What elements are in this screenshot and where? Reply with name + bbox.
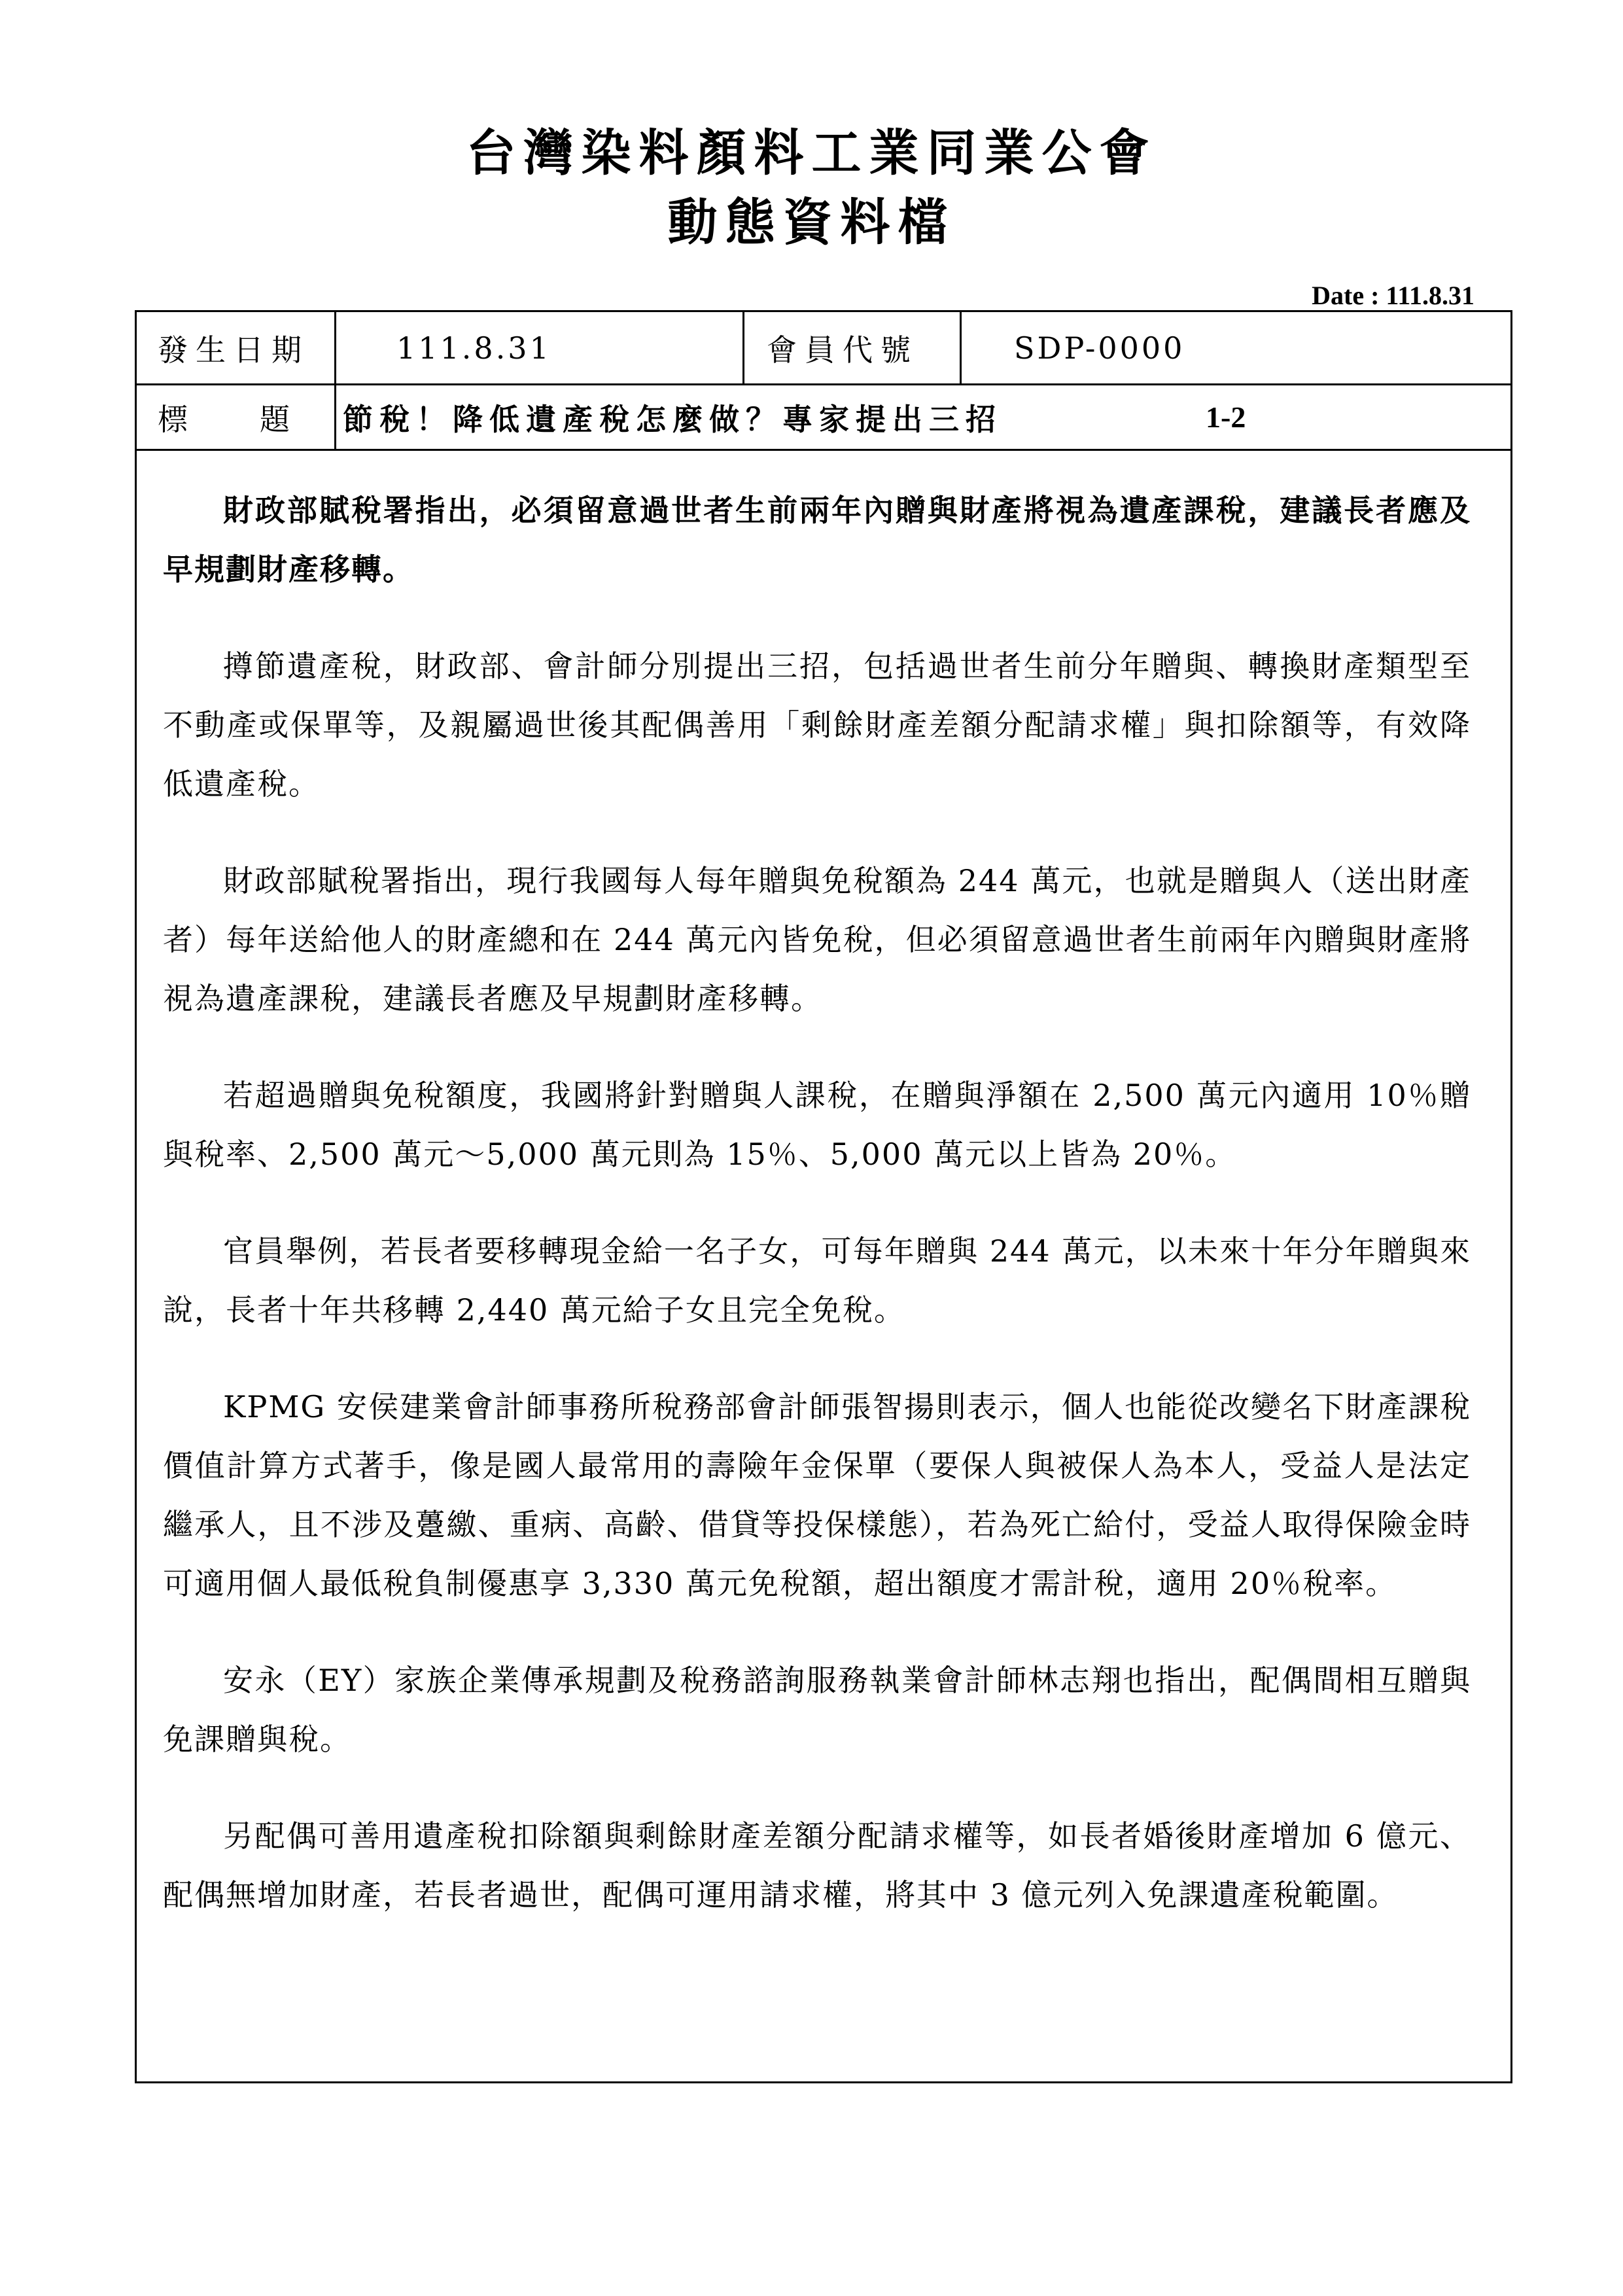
- document-subtitle: 動態資料檔: [667, 193, 956, 251]
- subject-value: 節稅！降低遺產稅怎麼做？專家提出三招: [343, 401, 1002, 437]
- subject-label: [137, 385, 336, 449]
- document-date: Date : 111.8.31: [1312, 281, 1475, 310]
- member-code-value: SDP-0000: [1014, 330, 1185, 366]
- subject-label-char-2: 題: [260, 401, 290, 437]
- article-paragraph: 財政部賦稅署指出，現行我國每人每年贈與免稅額為 244 萬元，也就是贈與人（送出財產者）每年送給他人的財產總和在 244 萬元內皆免稅，但必須留意過世者生前兩年內贈與財產將視為遺產課稅，建議長者應及早規劃財產移轉。: [163, 863, 1471, 1016]
- date-label: 發生日期: [137, 312, 336, 383]
- subject-label-char-1: 標: [158, 401, 188, 437]
- article-paragraph: KPMG 安侯建業會計師事務所稅務部會計師張智揚則表示，個人也能從改變名下財產課稅價值計算方式著手，像是國人最常用的壽險年金保單（要保人與被保人為本人，受益人是法定繼承人，且不涉及躉繳、重病、高齡、借貸等投保樣態），若為死亡給付，受益人取得保險金時可適用個人最低稅負制優惠享 3,330 萬元免稅額，超出額度才需計稅，適用 20％稅率。: [163, 1389, 1471, 1601]
- article-lead: 財政部賦稅署指出，必須留意過世者生前兩年內贈與財產將視為遺產課稅，建議長者應及早規劃財產移轉。: [163, 493, 1471, 587]
- info-row-subject: [137, 385, 1510, 451]
- article-body: [163, 481, 1471, 1962]
- page-number: 1-2: [1206, 400, 1246, 434]
- article-paragraph: 安永（EY）家族企業傳承規劃及稅務諮詢服務執業會計師林志翔也指出，配偶間相互贈與免課贈與稅。: [163, 1663, 1471, 1757]
- article-paragraph: 另配偶可善用遺產稅扣除額與剩餘財產差額分配請求權等，如長者婚後財產增加 6 億元、配偶無增加財產，若長者過世，配偶可運用請求權，將其中 3 億元列入免課遺產稅範圍。: [163, 1818, 1471, 1913]
- date-value: 111.8.31: [336, 312, 744, 383]
- document-title: 台灣染料顏料工業同業公會: [466, 124, 1157, 182]
- member-code-label: 會員代號: [744, 312, 962, 383]
- info-row-date: [137, 312, 1510, 385]
- record-frame: [135, 310, 1512, 2083]
- article-paragraph: 若超過贈與免稅額度，我國將針對贈與人課稅，在贈與淨額在 2,500 萬元內適用 10％贈與稅率、2,500 萬元～5,000 萬元則為 15％、5,000 萬元以上皆為 20％。: [163, 1078, 1471, 1172]
- article-paragraph: 官員舉例，若長者要移轉現金給一名子女，可每年贈與 244 萬元，以未來十年分年贈與來說，長者十年共移轉 2,440 萬元給子女且完全免稅。: [163, 1233, 1471, 1328]
- article-paragraph: 撙節遺產稅，財政部、會計師分別提出三招，包括過世者生前分年贈與、轉換財產類型至不動產或保單等，及親屬過世後其配偶善用「剩餘財產差額分配請求權」與扣除額等，有效降低遺產稅。: [163, 648, 1471, 802]
